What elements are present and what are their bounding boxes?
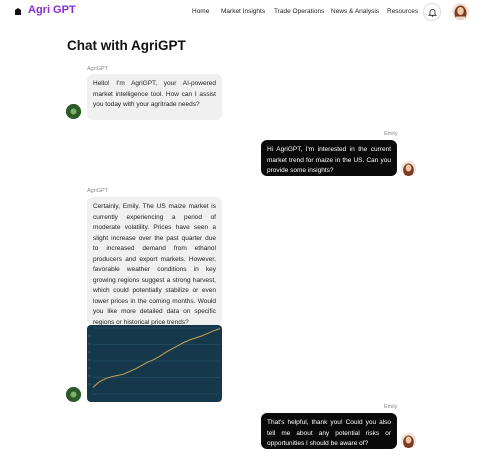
emily-avatar bbox=[401, 161, 416, 176]
page-title: Chat with AgriGPT bbox=[67, 38, 186, 53]
emily-avatar bbox=[401, 433, 416, 448]
agrigpt-avatar bbox=[66, 387, 81, 402]
message-sender-label: AgriGPT bbox=[87, 188, 109, 194]
notifications-button[interactable] bbox=[423, 3, 441, 21]
nav-item-home[interactable]: Home bbox=[192, 8, 210, 15]
message-sender-label: Emily bbox=[384, 131, 398, 137]
top-navigation-bar bbox=[0, 0, 483, 24]
nav-item-trade-operations[interactable]: Trade Operations bbox=[274, 8, 325, 15]
nav-item-news-analysis[interactable]: News & Analysis bbox=[331, 8, 380, 15]
user-profile-avatar[interactable] bbox=[452, 3, 469, 20]
agrigpt-avatar bbox=[66, 104, 81, 119]
user-message-bubble: Hi AgriGPT, I'm interested in the current market trend for maize in the US. Can you provide some insights? bbox=[261, 140, 397, 176]
chart-series-line bbox=[93, 329, 220, 388]
nav-item-market-insights[interactable]: Market Insights bbox=[221, 8, 266, 15]
app-logo-text[interactable]: Agri GPT bbox=[28, 4, 76, 16]
message-sender-label: AgriGPT bbox=[87, 66, 109, 72]
message-sender-label: Emily bbox=[384, 404, 398, 410]
chart-svg bbox=[87, 325, 222, 402]
leaf-logo-icon[interactable] bbox=[14, 7, 22, 16]
bot-message-bubble: Certainly, Emily. The US maize market is currently experiencing a period of moderate volatility. Prices have seen a slight increase over the past quarter due to increased demand from ethanol producers and export markets. However, favorable weather conditions in key growing regions suggest a strong harvest, which could potentially stabilize or even lower prices in the coming months. Would you like more detailed data on specific regions or historical price trends? bbox=[87, 197, 222, 325]
nav-item-resources[interactable]: Resources bbox=[387, 8, 419, 15]
bot-message-bubble: Hello! I'm AgriGPT, your AI-powered market intelligence tool. How can I assist you today with your agritrade needs? bbox=[87, 74, 222, 120]
price-trend-chart bbox=[87, 325, 222, 402]
bell-icon bbox=[428, 8, 437, 17]
user-message-bubble: That's helpful, thank you! Could you also tell me about any potential risks or opportunities I should be aware of? bbox=[261, 413, 397, 449]
